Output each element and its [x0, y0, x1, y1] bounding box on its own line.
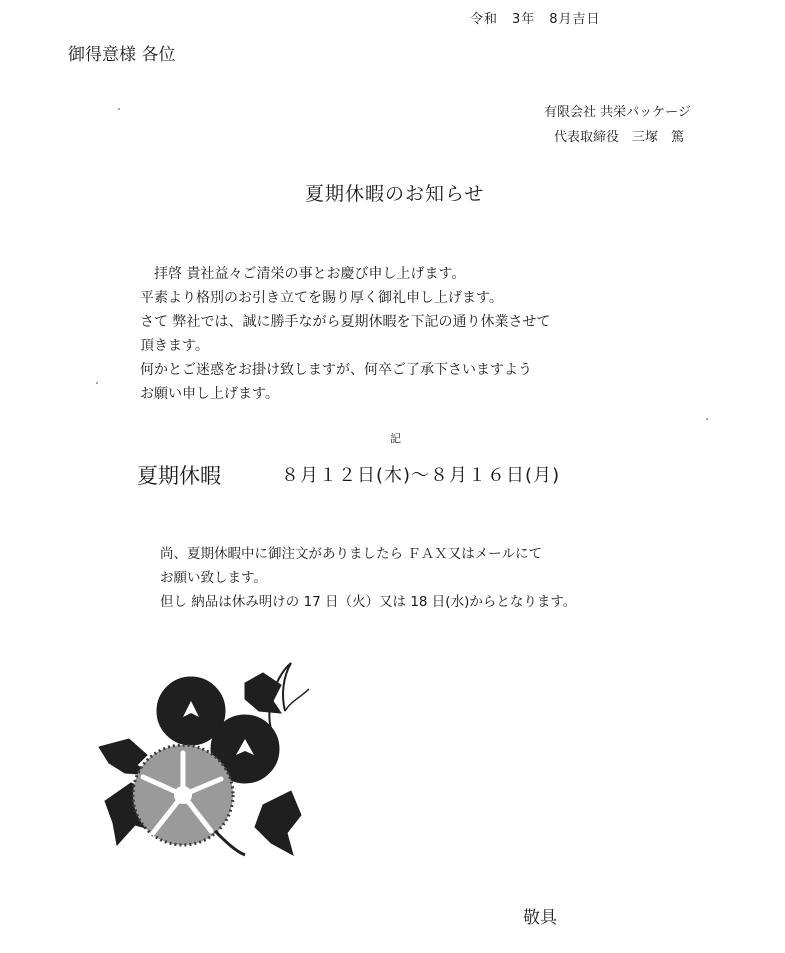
body-line: お願い申し上げます。 — [140, 386, 279, 402]
notice-date: 令和 3年 8月吉日 — [470, 12, 601, 27]
scan-speck — [118, 108, 120, 110]
holiday-label: 夏期休暇 — [137, 464, 221, 488]
note-line: 但し 納品は休み明けの 17 日（火）又は 18 日(水)からとなります。 — [160, 594, 577, 610]
body-line: 拝啓 貴社益々ご清栄の事とお慶び申し上げます。 — [140, 266, 466, 282]
scan-speck — [706, 418, 708, 420]
closing-keigu: 敬具 — [523, 908, 557, 928]
notice-body — [140, 262, 550, 406]
addressee: 御得意様 各位 — [68, 45, 176, 65]
ki-heading: 記 — [390, 432, 401, 445]
scan-speck — [96, 382, 98, 384]
notice-title: 夏期休暇のお知らせ — [305, 183, 485, 205]
note-line: 尚、夏期休暇中に御注文がありましたら ＦＡＸ又はメールにて — [160, 546, 543, 562]
holiday-dates: ８月１２日(木)～８月１６日(月) — [281, 465, 561, 486]
note-block — [160, 542, 576, 614]
note-line: お願い致します。 — [160, 570, 267, 586]
body-line: さて 弊社では、誠に勝手ながら夏期休暇を下記の通り休業させて — [140, 314, 551, 330]
representative-name: 代表取締役 三塚 篤 — [554, 130, 685, 145]
body-line: 頂きます。 — [140, 338, 209, 354]
company-name: 有限会社 共栄パッケージ — [544, 105, 691, 120]
morning-glory-illustration — [95, 655, 335, 870]
body-line: 平素より格別のお引き立てを賜り厚く御礼申し上げます。 — [140, 290, 503, 306]
body-line: 何かとご迷惑をお掛け致しますが、何卒ご了承下さいますよう — [140, 362, 532, 378]
